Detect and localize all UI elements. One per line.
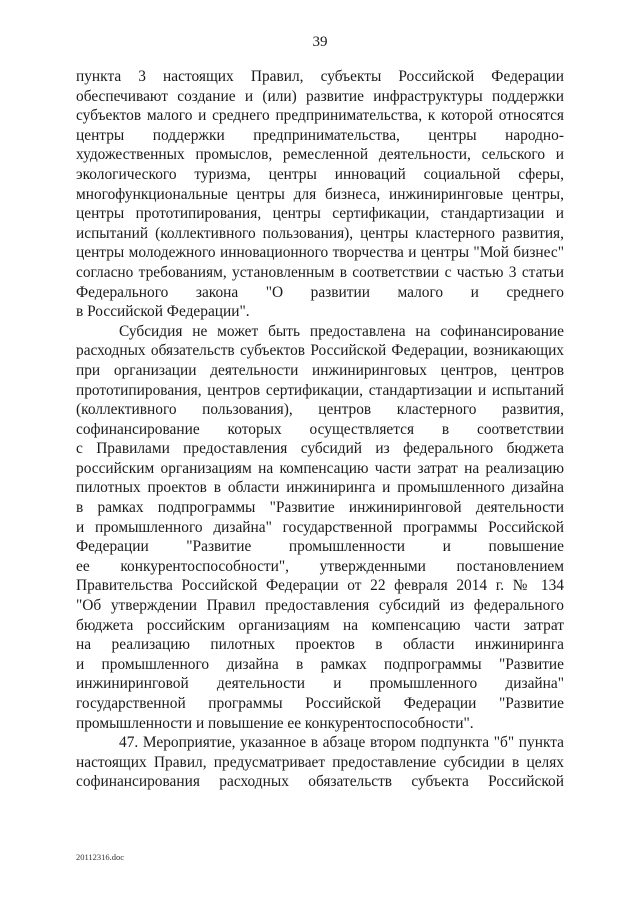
- text-line: в Российской Федерации".: [76, 303, 250, 321]
- text-line: бюджета российским организациям на компенсацию части затрат: [76, 616, 564, 634]
- text-line: софинансирования расходных обязательств субъекта Российской: [76, 773, 564, 791]
- text-line: центры поддержки предпринимательства, центры народно-: [76, 126, 564, 144]
- text-line: расходных обязательств субъектов Российской Федерации, возникающих: [76, 342, 564, 360]
- text-line: с Правилами предоставления субсидий из федерального бюджета: [76, 440, 564, 458]
- footer-file-code: 20112316.doc: [76, 852, 125, 862]
- text-line: Федерации "Развитие промышленности и повышение: [76, 538, 564, 556]
- document-body: [76, 67, 564, 792]
- paragraph-2: [76, 322, 564, 733]
- text-line: настоящих Правил, предусматривает предоставление субсидии в целях: [76, 753, 564, 771]
- text-line: и промышленного дизайна" государственной программы Российской: [76, 518, 564, 536]
- text-line: 47. Мероприятие, указанное в абзаце втором подпункта "б" пункта: [119, 734, 564, 752]
- text-line: экологического туризма, центры инноваций социальной сферы,: [76, 165, 564, 183]
- text-line: пилотных проектов в области инжиниринга и промышленного дизайна: [76, 479, 564, 497]
- text-line: испытаний (коллективного пользования), центры кластерного развития,: [76, 224, 564, 242]
- text-line: промышленности и повышение ее конкурентоспособности".: [76, 714, 474, 732]
- text-line: и промышленного дизайна в рамках подпрограммы "Развитие: [76, 655, 564, 673]
- text-line: Федерального закона "О развитии малого и среднего: [76, 283, 564, 301]
- text-line: софинансирование которых осуществляется в соответствии: [76, 420, 564, 438]
- page-number: 39: [312, 34, 328, 50]
- text-line: "Об утверждении Правил предоставления субсидий из федерального: [76, 597, 564, 615]
- text-line: обеспечивают создание и (или) развитие инфраструктуры поддержки: [76, 87, 564, 105]
- paragraph-1: [76, 67, 564, 322]
- text-line: многофункциональные центры для бизнеса, инжиниринговые центры,: [76, 185, 564, 203]
- text-line: прототипирования, центров сертификации, стандартизации и испытаний: [76, 381, 564, 399]
- text-line: субъектов малого и среднего предпринимательства, к которой относятся: [76, 107, 564, 125]
- text-line: центры молодежного инновационного творчества и центры "Мой бизнес": [76, 244, 564, 262]
- text-line: российским организациям на компенсацию части затрат на реализацию: [76, 459, 564, 477]
- text-line: ее конкурентоспособности", утвержденными постановлением: [76, 557, 564, 575]
- text-line: в рамках подпрограммы "Развитие инжиниринговой деятельности: [76, 499, 564, 517]
- text-line: пункта 3 настоящих Правил, субъекты Российской Федерации: [76, 68, 564, 85]
- text-line: инжиниринговой деятельности и промышленного дизайна": [76, 675, 564, 693]
- text-line: согласно требованиям, установленным в соответствии с частью 3 статьи: [76, 263, 564, 281]
- text-line: Правительства Российской Федерации от 22 февраля 2014 г. № 134: [76, 577, 564, 595]
- text-line: государственной программы Российской Федерации "Развитие: [76, 695, 564, 712]
- text-line: при организации деятельности инжиниринговых центров, центров: [76, 361, 564, 379]
- paragraph-3: [76, 733, 564, 792]
- text-line: на реализацию пилотных проектов в области инжиниринга: [76, 636, 564, 654]
- text-line: художественных промыслов, ремесленной деятельности, сельского и: [76, 146, 564, 164]
- text-line: (коллективного пользования), центров кластерного развития,: [76, 401, 564, 419]
- text-line: центры прототипирования, центры сертификации, стандартизации и: [76, 205, 564, 223]
- text-line: Субсидия не может быть предоставлена на софинансирование: [119, 322, 564, 340]
